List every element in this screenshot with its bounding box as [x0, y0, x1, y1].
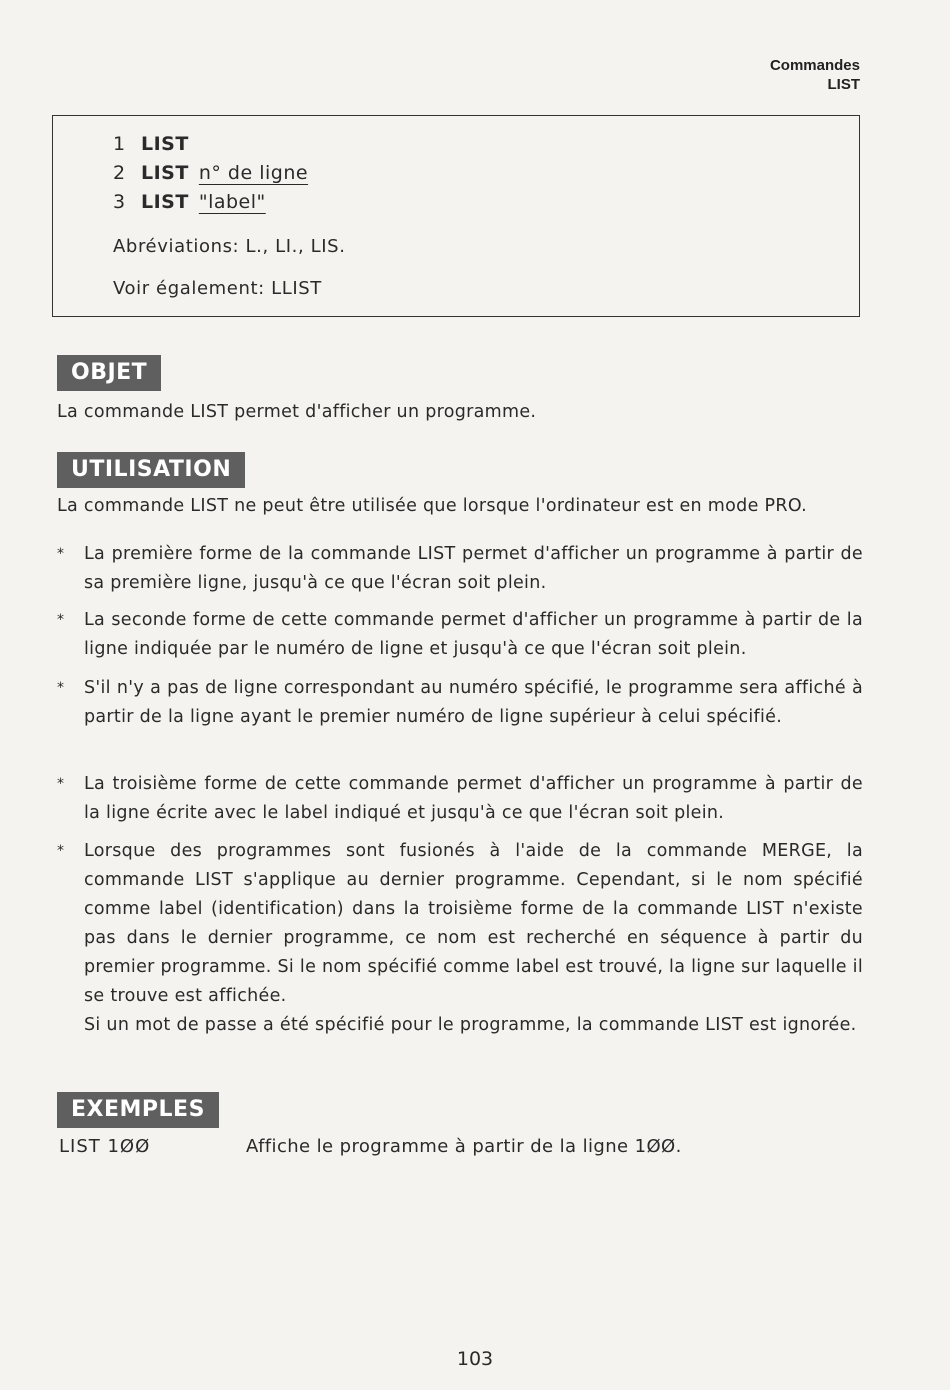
- asterisk-bullet-icon: *: [57, 776, 65, 792]
- syntax-box: [52, 115, 860, 317]
- list-item-text: Lorsque des programmes sont fusionés à l'aide de la commande MERGE, la commande LIST s'applique au dernier programme. Cependant, si le nom spécifié comme label (identification) dans la troisième forme de la commande LIST n'existe pas dans le dernier programme, ce nom est recherché en séquence à partir du premier programme. Si le nom spécifié comme label est trouvé, la ligne sur laquelle il se trouve est affichée.: [84, 841, 863, 1006]
- list-item-extra-text: Si un mot de passe a été spécifié pour le programme, la commande LIST est ignorée.: [84, 1015, 857, 1035]
- list-item-text: La première forme de la commande LIST permet d'afficher un programme à partir de sa première ligne, jusqu'à ce que l'écran soit plein.: [84, 544, 863, 593]
- syntax-see-also: Voir également: LLIST: [113, 278, 322, 299]
- list-item: [57, 770, 863, 828]
- syntax-line-number: 3: [113, 191, 126, 213]
- syntax-keyword: LIST: [141, 191, 189, 213]
- list-item-text: La troisième forme de cette commande permet d'afficher un programme à partir de la ligne écrite avec le label indiqué et jusqu'à ce que l'écran soit plein.: [84, 774, 863, 823]
- example-command: LIST 1ØØ: [59, 1136, 151, 1157]
- syntax-line-number: 2: [113, 162, 126, 184]
- syntax-line-1: [113, 133, 199, 155]
- syntax-line-3: [113, 191, 266, 213]
- asterisk-bullet-icon: *: [57, 612, 65, 628]
- section-label-utilisation: UTILISATION: [57, 452, 245, 488]
- syntax-param: "label": [198, 191, 266, 213]
- asterisk-bullet-icon: *: [57, 843, 65, 859]
- header-command: LIST: [827, 76, 860, 93]
- page-header: [770, 56, 860, 94]
- list-item: [57, 606, 863, 664]
- asterisk-bullet-icon: *: [57, 546, 65, 562]
- header-section: Commandes: [769, 57, 860, 74]
- syntax-line-2: [113, 162, 308, 184]
- example-description: Affiche le programme à partir de la ligne 1ØØ.: [246, 1136, 682, 1157]
- syntax-param: n° de ligne: [198, 162, 309, 184]
- syntax-line-number: 1: [113, 133, 126, 155]
- page-number: 103: [456, 1348, 494, 1370]
- section-label-exemples: EXEMPLES: [57, 1092, 219, 1128]
- asterisk-bullet-icon: *: [57, 680, 65, 696]
- list-item: [57, 674, 863, 732]
- utilisation-intro: La commande LIST ne peut être utilisée que lorsque l'ordinateur est en mode PRO.: [57, 496, 808, 516]
- syntax-abbreviations: Abréviations: L., LI., LIS.: [113, 236, 346, 257]
- list-item: [57, 837, 863, 1040]
- list-item-text: S'il n'y a pas de ligne correspondant au numéro spécifié, le programme sera affiché à partir de la ligne ayant le premier numéro de ligne supérieur à celui spécifié.: [84, 678, 863, 727]
- syntax-keyword: LIST: [141, 133, 189, 155]
- list-item: [57, 540, 863, 598]
- syntax-keyword: LIST: [141, 162, 189, 184]
- section-label-objet: OBJET: [57, 355, 161, 391]
- objet-text: La commande LIST permet d'afficher un programme.: [57, 402, 537, 422]
- list-item-text: La seconde forme de cette commande permet d'afficher un programme à partir de la ligne indiquée par le numéro de ligne et jusqu'à ce que l'écran soit plein.: [84, 610, 863, 659]
